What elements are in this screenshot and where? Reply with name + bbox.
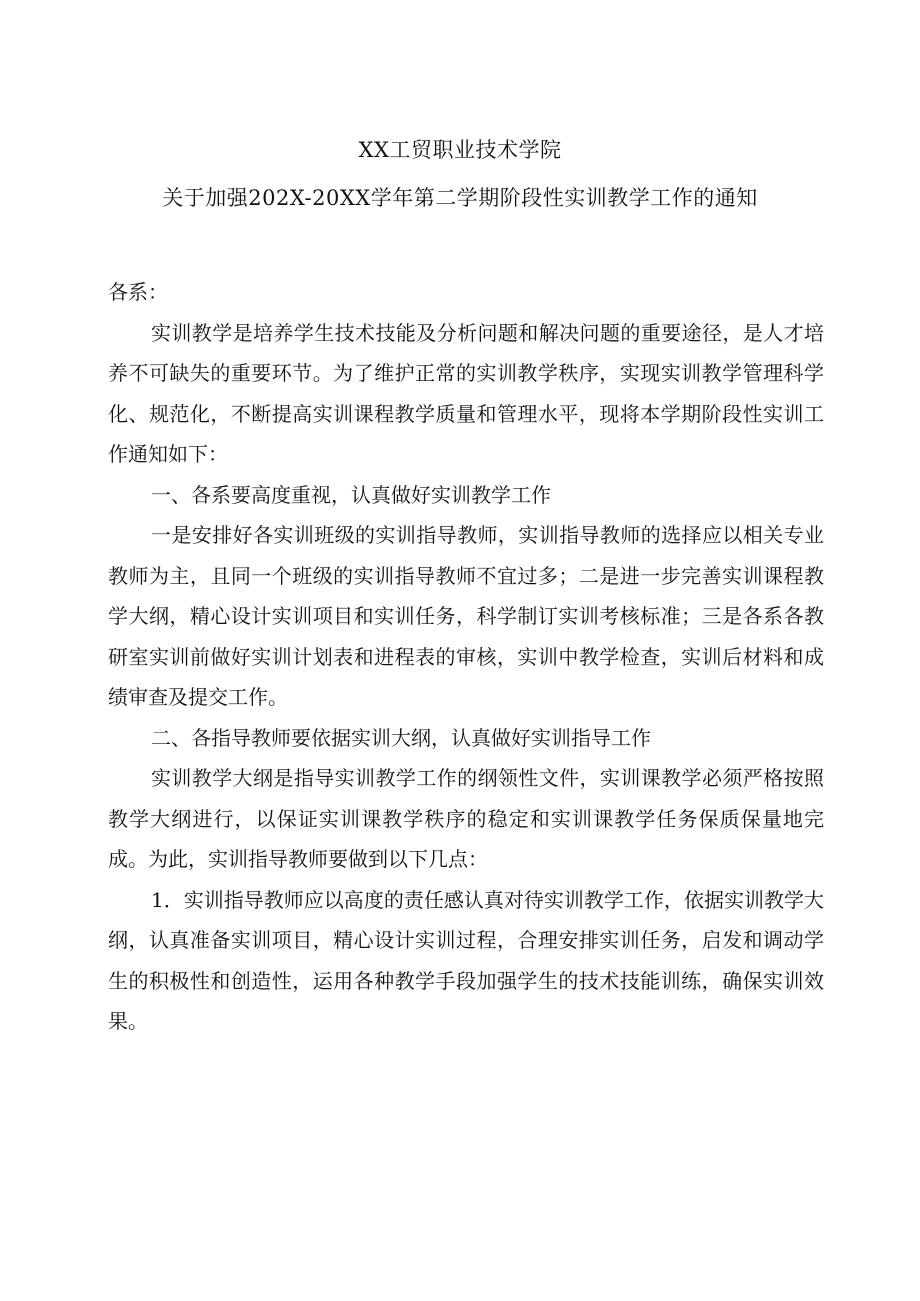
document-title-notice: 关于加强202X-20XX学年第二学期阶段性实训教学工作的通知	[162, 186, 758, 210]
paragraph-intro: 实训教学是培养学生技术技能及分析问题和解决问题的重要途径，是人才培养不可缺失的重要环节。为了维护正常的实训教学秩序，实现实训教学管理科学化、规范化，不断提高实训课程教学质量和管理水平，现将本学期阶段性实训工作通知如下：	[108, 320, 824, 466]
document-body	[108, 272, 824, 1042]
section-heading-2: 二、各指导教师要依据实训大纲，认真做好实训指导工作	[151, 725, 651, 750]
paragraph-section-1: 一是安排好各实训班级的实训指导教师，实训指导教师的选择应以相关专业教师为主，且同一个班级的实训指导教师不宜过多；二是进一步完善实训课程教学大纲，精心设计实训项目和实训任务，科学制订实训考核标准；三是各系各教研室实训前做好实训计划表和进程表的审核，实训中教学检查，实训后材料和成绩审查及提交工作。	[108, 523, 824, 709]
paragraph-section-2: 实训教学大纲是指导实训教学工作的纲领性文件，实训课教学必须严格按照教学大纲进行，以保证实训课教学秩序的稳定和实训课教学任务保质保量地完成。为此，实训指导教师要做到以下几点：	[108, 766, 824, 871]
section-heading-1: 一、各系要高度重视，认真做好实训教学工作	[151, 482, 551, 507]
paragraph-item-1: 1．实训指导教师应以高度的责任感认真对待实训教学工作，依据实训教学大纲，认真准备实训项目，精心设计实训过程，合理安排实训任务，启发和调动学生的积极性和创造性，运用各种教学手段加强学生的技术技能训练，确保实训效果。	[108, 887, 824, 1033]
salutation: 各系：	[108, 280, 168, 304]
document-title-institution: XX工贸职业技术学院	[358, 138, 562, 162]
